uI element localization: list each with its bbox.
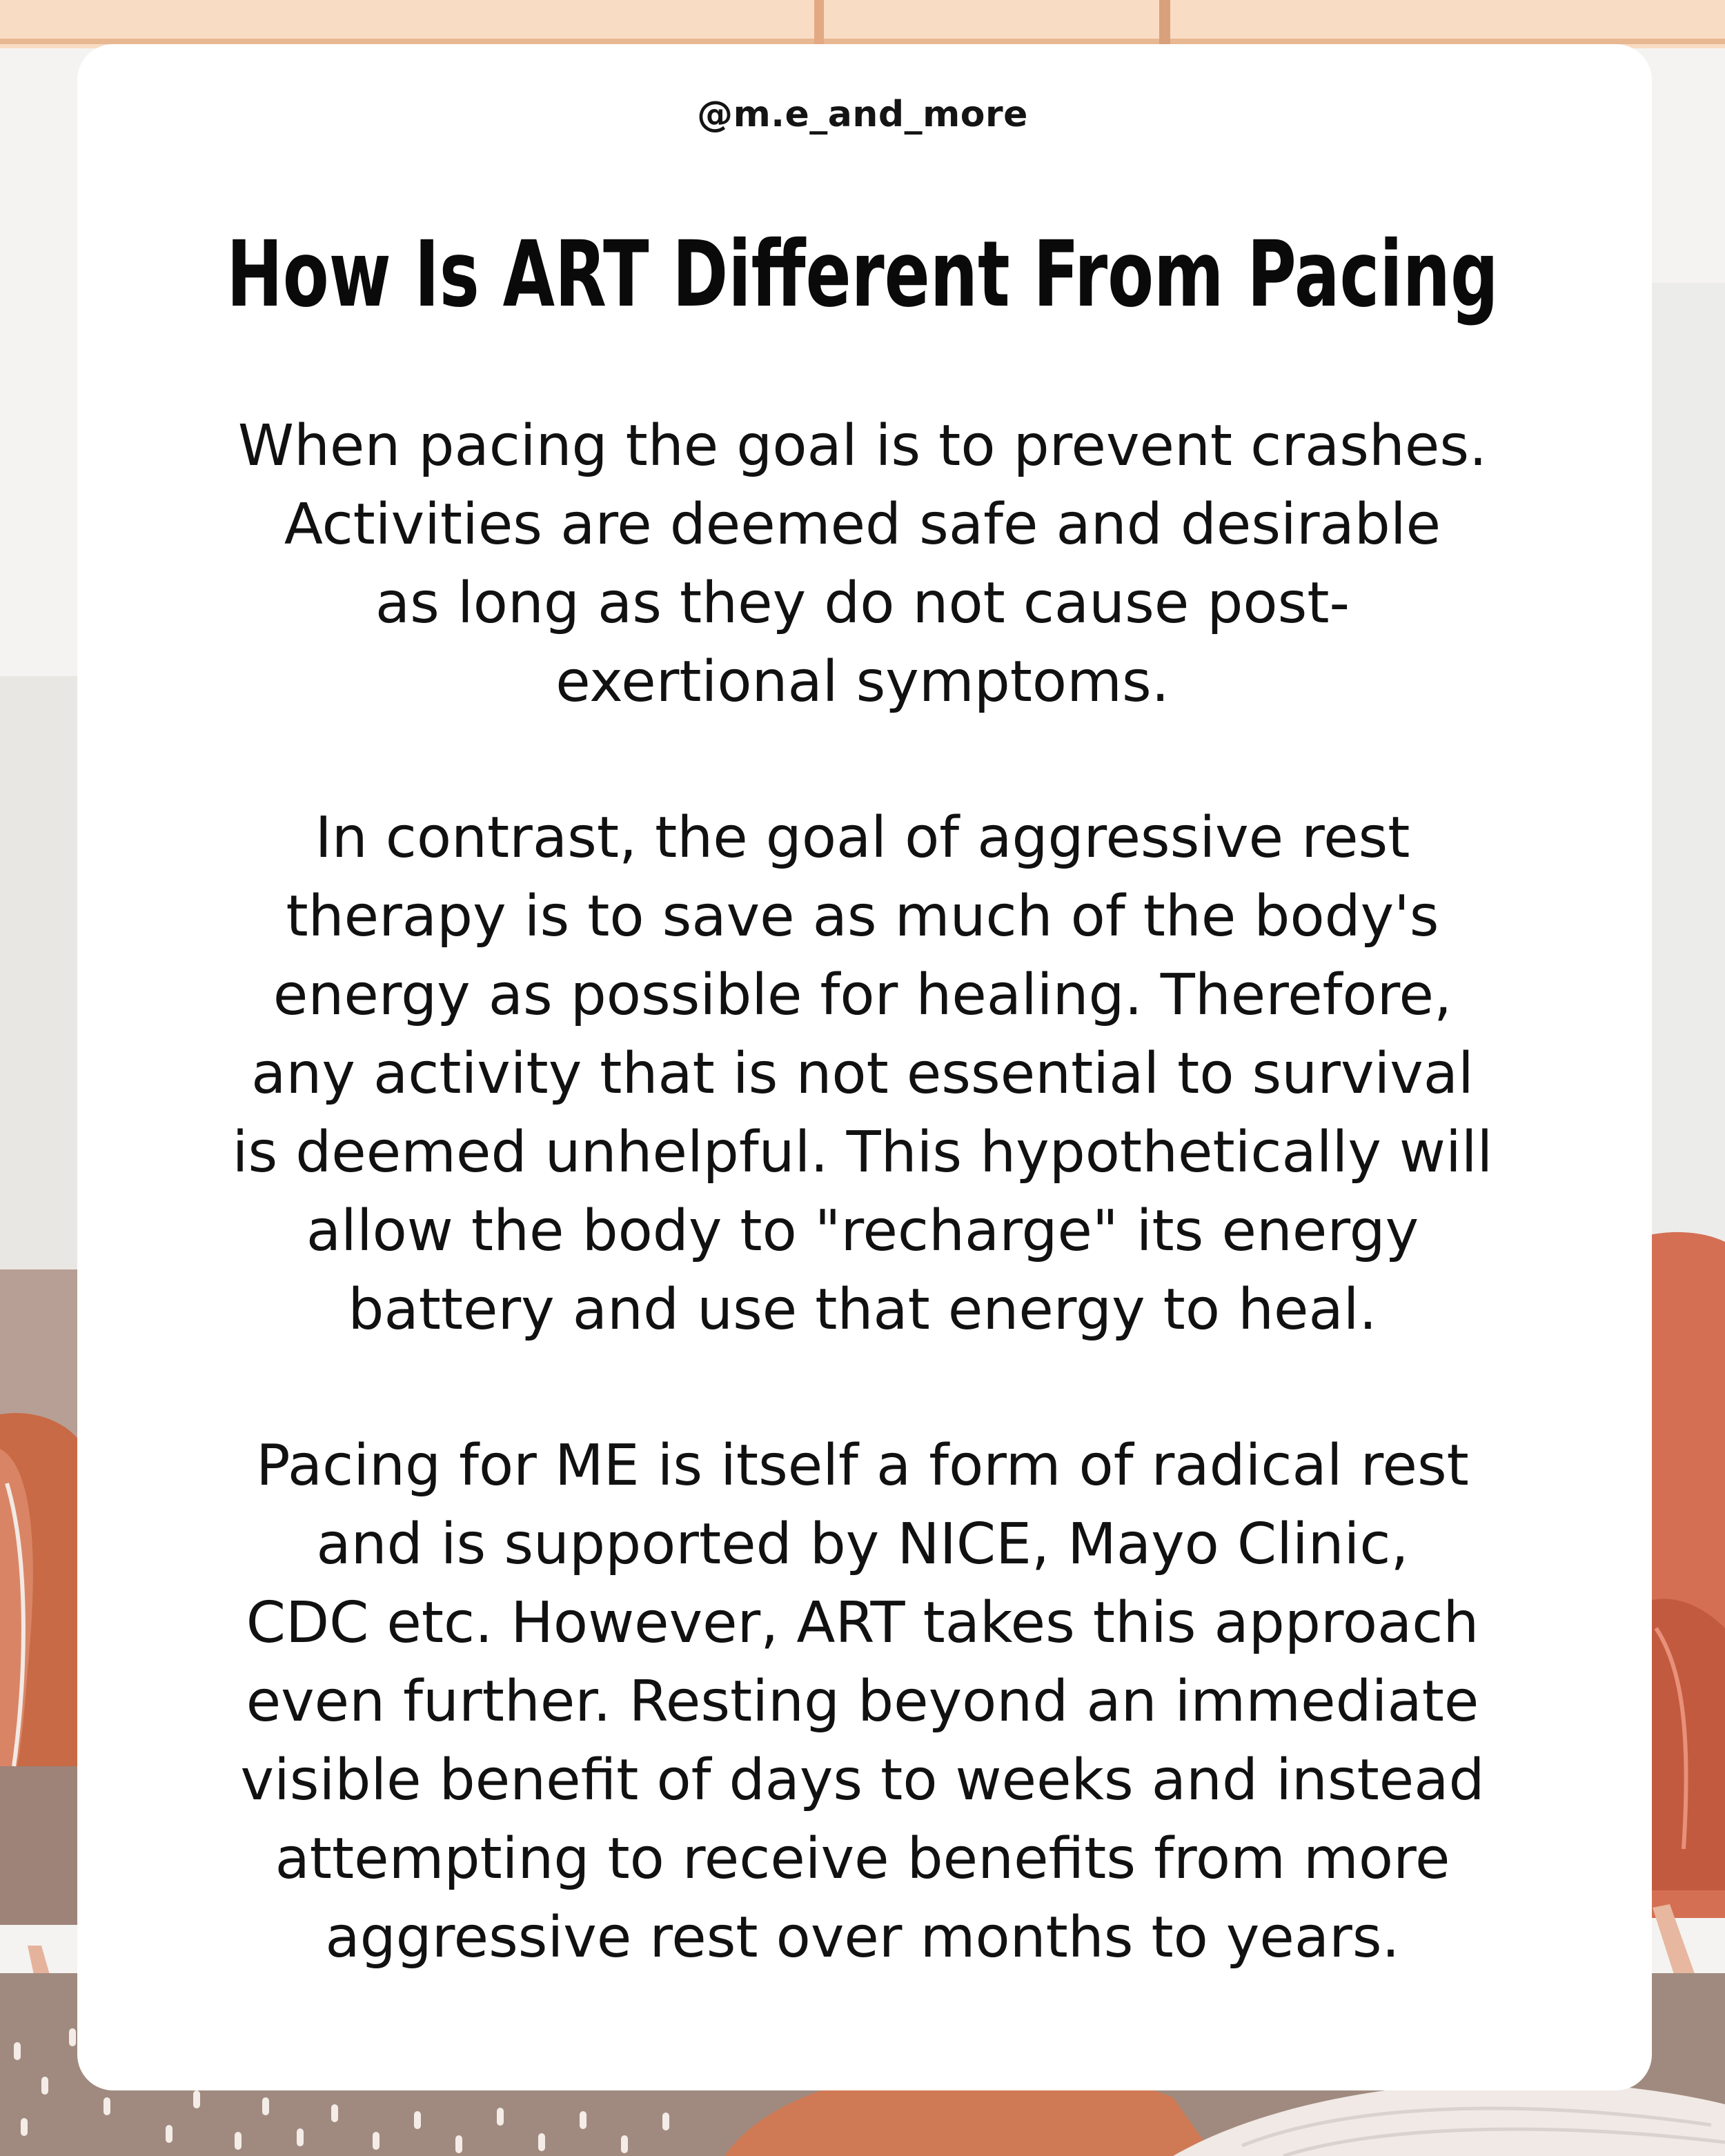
- left-armchair: [0, 676, 90, 2042]
- text-line: attempting to receive benefits from more: [275, 1826, 1450, 1892]
- text-line: aggressive rest over months to years.: [325, 1905, 1400, 1970]
- text-line: is deemed unhelpful. This hypothetically will: [232, 1120, 1493, 1185]
- right-armchair: [1649, 1232, 1725, 2004]
- text-line: allow the body to "recharge" its energy: [306, 1198, 1419, 1264]
- text-line: therapy is to save as much of the body's: [286, 884, 1439, 949]
- text-line: visible benefit of days to weeks and instead: [240, 1748, 1485, 1813]
- page-title: How Is ART Different From Pacing: [226, 221, 1499, 328]
- text-line: When pacing the goal is to prevent crashes.: [237, 413, 1488, 479]
- text-line: any activity that is not essential to survival: [251, 1041, 1474, 1107]
- text-line: even further. Resting beyond an immediate: [246, 1669, 1479, 1734]
- text-line: and is supported by NICE, Mayo Clinic,: [316, 1512, 1409, 1577]
- paragraph-art-goal: [159, 799, 1566, 1349]
- text-line: Pacing for ME is itself a form of radical rest: [256, 1433, 1469, 1499]
- text-line: In contrast, the goal of aggressive rest: [315, 805, 1410, 871]
- text-line: Activities are deemed safe and desirable: [284, 492, 1441, 557]
- text-line: exertional symptoms.: [555, 649, 1170, 715]
- text-line: battery and use that energy to heal.: [348, 1277, 1377, 1343]
- text-line: as long as they do not cause post-: [375, 571, 1350, 636]
- paragraph-radical-rest: [159, 1427, 1566, 1977]
- text-line: CDC etc. However, ART takes this approach: [246, 1590, 1479, 1656]
- text-line: energy as possible for healing. Therefore,: [273, 962, 1452, 1028]
- paragraph-pacing-goal: [159, 407, 1566, 722]
- right-wall-panel: [1649, 283, 1725, 1249]
- account-handle: @m.e_and_more: [697, 94, 1028, 135]
